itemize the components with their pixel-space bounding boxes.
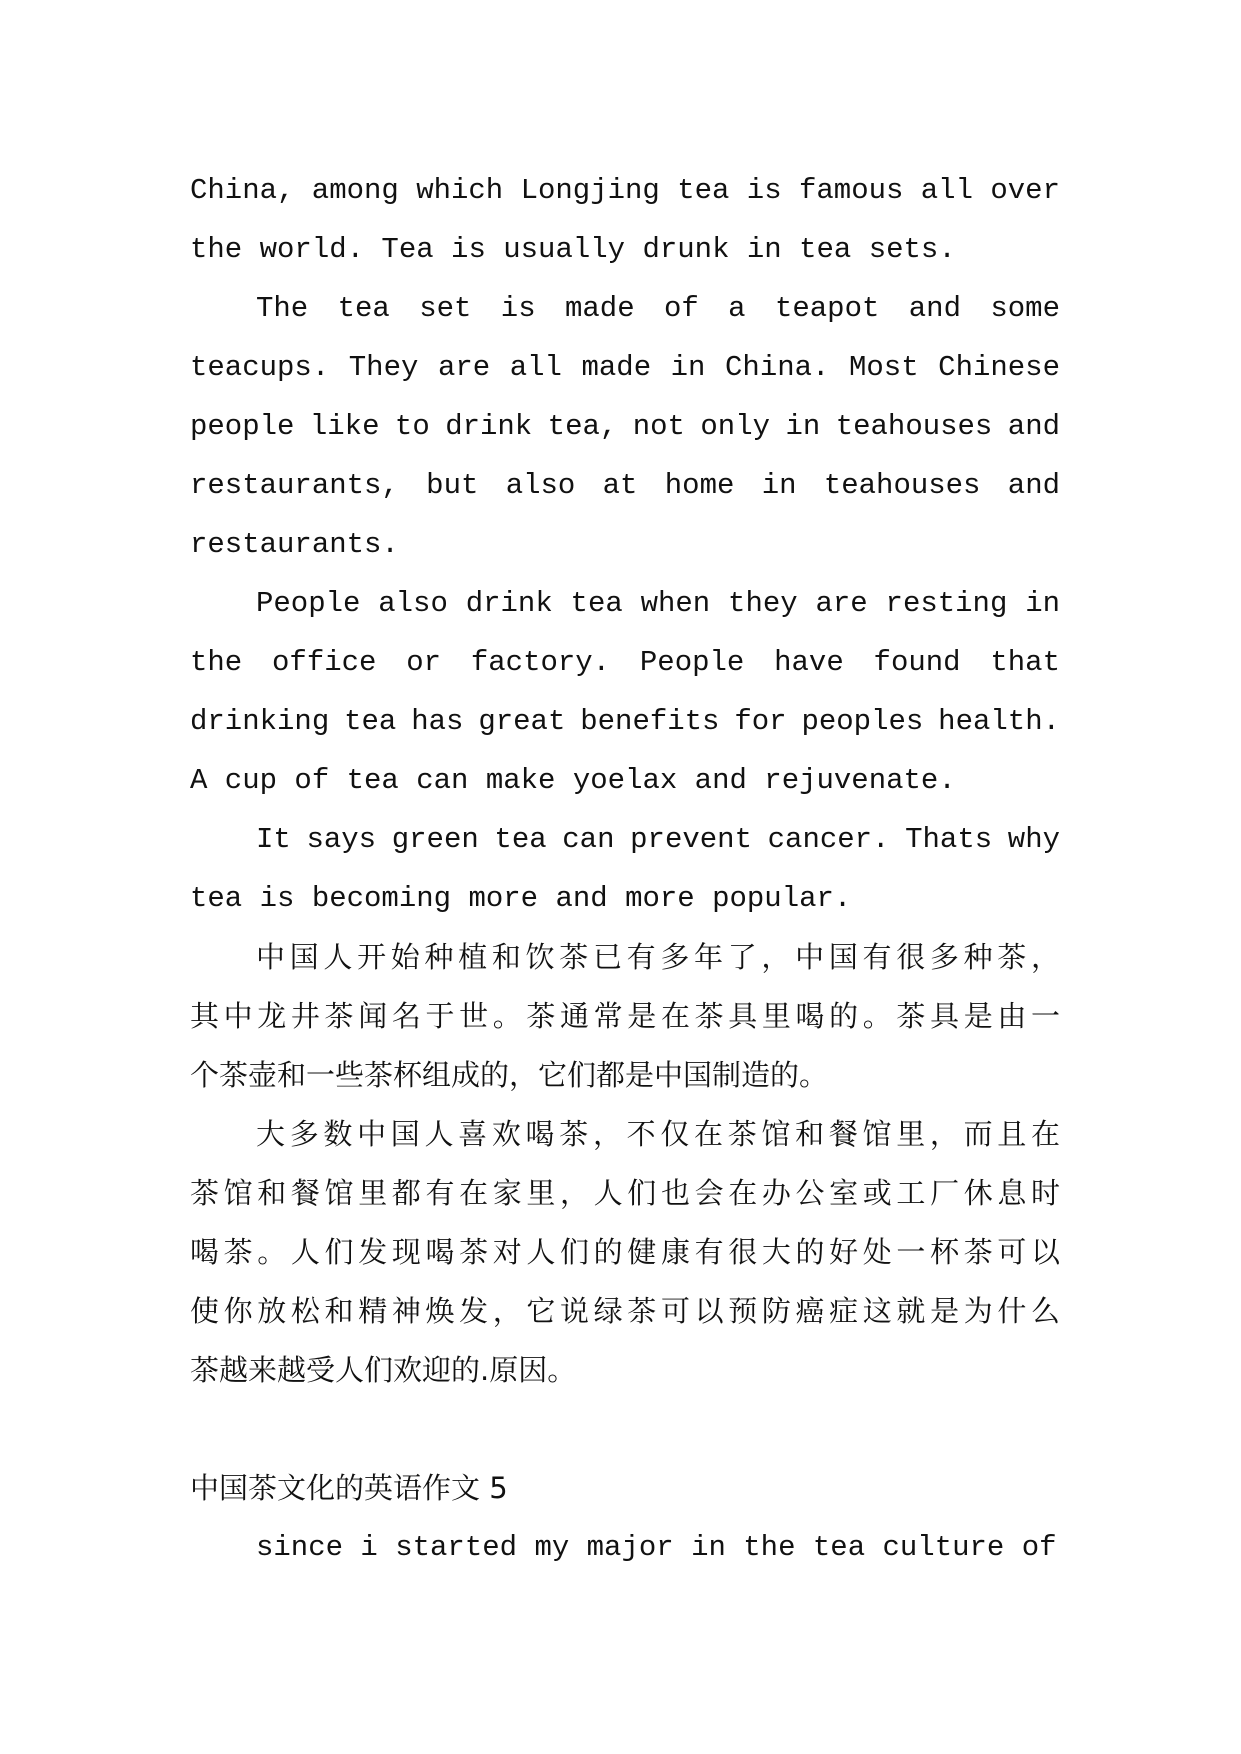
text-line: 茶越来越受人们欢迎的.原因。 [190, 1353, 577, 1387]
document-page [190, 161, 1065, 1577]
text-line-row [190, 987, 1065, 1046]
text-line: 喝茶。人们发现喝茶对人们的健康有很大的好处一杯茶可以 [190, 1235, 1065, 1269]
text-line-row [190, 869, 1060, 928]
text-line-row [190, 633, 1060, 692]
paragraph [190, 574, 1060, 810]
text-line-row [190, 1223, 1065, 1282]
text-line-row [190, 220, 1060, 279]
text-line: It says green tea can prevent cancer. Thats why [256, 823, 1060, 856]
text-line: 大多数中国人喜欢喝茶，不仅在茶馆和餐馆里，而且在 [256, 1117, 1065, 1151]
text-line-row [190, 751, 1060, 810]
section-heading: 中国茶文化的英语作文 5 [190, 1471, 508, 1505]
text-line-row [190, 279, 1060, 338]
text-line-row [190, 1282, 1065, 1341]
text-line: drinking tea has great benefits for peoples health. [190, 705, 1060, 738]
text-line-row [190, 810, 1060, 869]
text-line: 其中龙井茶闻名于世。茶通常是在茶具里喝的。茶具是由一 [190, 999, 1065, 1033]
text-line-row [190, 1164, 1065, 1223]
text-line-row [190, 692, 1060, 751]
text-line: People also drink tea when they are resting in [256, 587, 1060, 620]
text-line-row [190, 515, 1060, 574]
text-line: restaurants, but also at home in teahouses and [190, 469, 1060, 502]
text-line: 使你放松和精神焕发，它说绿茶可以预防癌症这就是为什么 [190, 1294, 1065, 1328]
paragraph [190, 279, 1060, 574]
paragraph [190, 1518, 1060, 1577]
text-line-row [190, 1046, 1060, 1105]
text-line-row [190, 574, 1060, 633]
paragraph [190, 161, 1060, 279]
text-line-row [190, 161, 1060, 220]
text-line: A cup of tea can make yoelax and rejuvenate. [190, 764, 956, 797]
text-line: tea is becoming more and more popular. [190, 882, 852, 915]
text-line-row [190, 338, 1060, 397]
text-line-row [190, 456, 1060, 515]
text-line: teacups. They are all made in China. Most Chinese [190, 351, 1060, 384]
paragraph [190, 810, 1060, 928]
text-line: 茶馆和餐馆里都有在家里，人们也会在办公室或工厂休息时 [190, 1176, 1065, 1210]
text-line: 个茶壶和一些茶杯组成的，它们都是中国制造的。 [190, 1058, 829, 1092]
text-line: people like to drink tea, not only in teahouses and [190, 410, 1060, 443]
text-line-row [190, 1341, 1060, 1400]
section-heading-row [190, 1459, 1060, 1518]
text-line: China, among which Longjing tea is famous all over [190, 174, 1060, 207]
text-line-row [190, 1518, 1060, 1577]
paragraph [190, 1105, 1065, 1400]
text-line: 中国人开始种植和饮茶已有多年了，中国有很多种茶， [256, 940, 1065, 974]
spacer [190, 1400, 1060, 1459]
text-line: The tea set is made of a teapot and some [256, 292, 1060, 325]
text-line-row [190, 928, 1065, 987]
text-line: the world. Tea is usually drunk in tea sets. [190, 233, 956, 266]
paragraph [190, 928, 1065, 1105]
text-line: the office or factory. People have found that [190, 646, 1060, 679]
text-line-row [190, 397, 1060, 456]
text-line: restaurants. [190, 528, 399, 561]
text-line-row [190, 1105, 1065, 1164]
text-line: since i started my major in the tea culture of [256, 1531, 1057, 1564]
